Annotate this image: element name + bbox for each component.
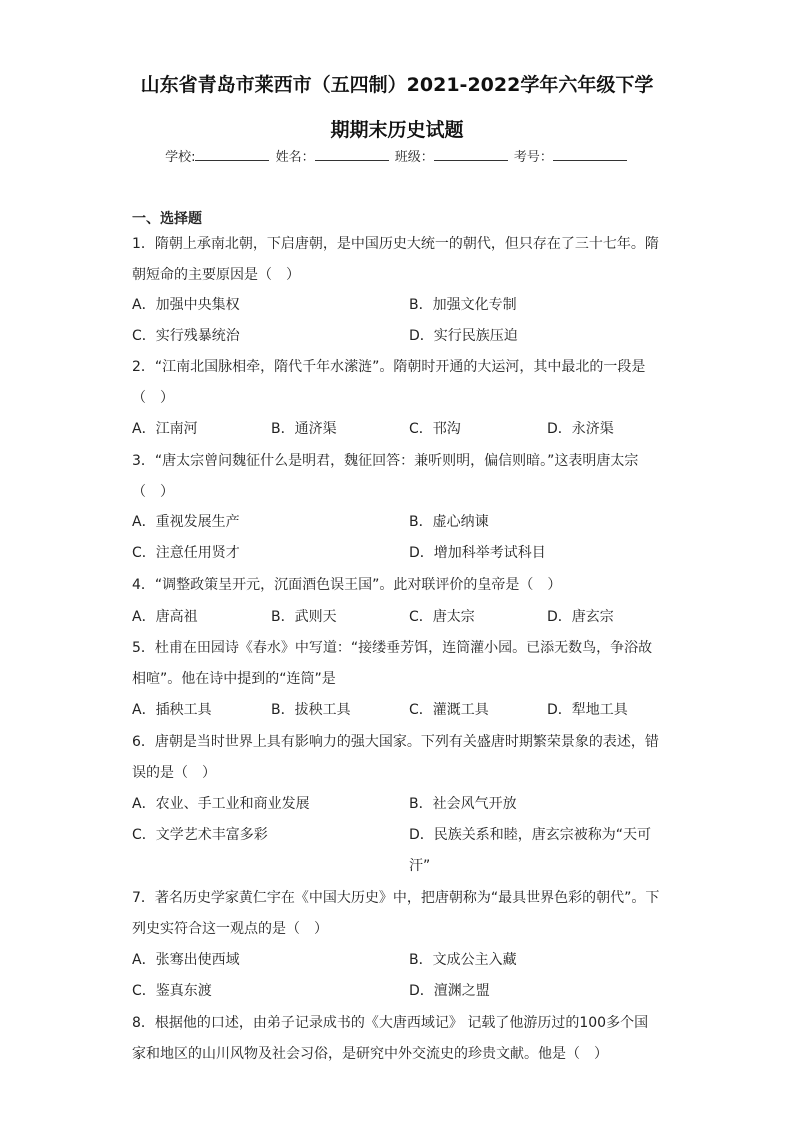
- question-option: C．唐太宗: [409, 609, 475, 625]
- question-option: D．实行民族压迫: [409, 328, 518, 344]
- question-option: D．唐玄宗: [547, 609, 614, 625]
- question-stem: 6．唐朝是当时世界上具有影响力的强大国家。下列有关盛唐时期繁荣景象的表述，错误的是（ ）: [132, 734, 659, 781]
- class-blank: [434, 147, 508, 161]
- question-option: A．重视发展生产: [132, 514, 240, 530]
- question-option: B．加强文化专制: [409, 297, 517, 313]
- question-stem: 3．“唐太宗曾问魏征什么是明君，魏征回答：兼听则明，偏信则暗。”这表明唐太宗（ ）: [132, 453, 639, 500]
- school-label: 学校:: [165, 150, 196, 165]
- question-stem: 4．“调整政策呈开元，沉面酒色误王国”。此对联评价的皇帝是（ ）: [132, 577, 562, 593]
- question-option: A．插秧工具: [132, 702, 212, 718]
- question-option: A．加强中央集权: [132, 297, 240, 313]
- exam-title-line1: 山东省青岛市莱西市（五四制）2021-2022学年六年级下学: [140, 74, 654, 96]
- question-option: C．文学艺术丰富多彩: [132, 827, 268, 843]
- question-option: B．通济渠: [271, 421, 337, 437]
- question-option: C．实行残暴统治: [132, 328, 240, 344]
- question-stem: 5．杜甫在田园诗《春水》中写道：“接缕垂芳饵，连筒灌小园。已添无数鸟，争浴故相喧”。他在诗中提到的“连筒”是: [132, 640, 653, 687]
- question-option: D．永济渠: [547, 421, 614, 437]
- question-stem: 8．根据他的口述，由弟子记录成书的《大唐西域记》 记载了他游历过的100多个国家和地区的山川风物及社会习俗，是研究中外交流史的珍贵文献。他是（ ）: [132, 1015, 649, 1062]
- question-stem: 2．“江南北国脉相牵，隋代千年水潆涟”。隋朝时开通的大运河，其中最北的一段是（ ）: [132, 359, 646, 406]
- class-label: 班级：: [394, 150, 434, 165]
- question-option: D．澶渊之盟: [409, 983, 490, 999]
- id-label: 考号：: [513, 150, 553, 165]
- question-option: A．张骞出使西域: [132, 952, 240, 968]
- question-option: C．邗沟: [409, 421, 461, 437]
- question-option: C．灌溉工具: [409, 702, 489, 718]
- question-option: C．鉴真东渡: [132, 983, 212, 999]
- id-blank: [553, 147, 627, 161]
- student-info-row: [0, 146, 794, 165]
- question-stem: 7．著名历史学家黄仁宇在《中国大历史》中，把唐朝称为“最具世界色彩的朝代”。下列史实符合这一观点的是（ ）: [132, 890, 660, 937]
- question-option: A．农业、手工业和商业发展: [132, 796, 310, 812]
- question-option: D．民族关系和睦，唐玄宗被称为“天可汗”: [409, 827, 652, 874]
- question-option: A．唐高祖: [132, 609, 198, 625]
- question-option: B．社会风气开放: [409, 796, 517, 812]
- question-option: C．注意任用贤才: [132, 545, 240, 561]
- question-option: B．武则天: [271, 609, 337, 625]
- name-blank: [315, 147, 389, 161]
- section-title: 一、选择题: [132, 211, 202, 227]
- school-blank: [195, 147, 269, 161]
- question-option: D．犁地工具: [547, 702, 628, 718]
- question-option: B．文成公主入藏: [409, 952, 517, 968]
- name-label: 姓名：: [275, 150, 315, 165]
- question-option: B．拔秧工具: [271, 702, 351, 718]
- question-option: D．增加科举考试科目: [409, 545, 546, 561]
- exam-title-line2: 期期末历史试题: [330, 119, 464, 141]
- question-option: A．江南河: [132, 421, 198, 437]
- question-stem: 1．隋朝上承南北朝，下启唐朝，是中国历史大统一的朝代，但只存在了三十七年。隋朝短命的主要原因是（ ）: [132, 236, 659, 283]
- question-option: B．虚心纳谏: [409, 514, 489, 530]
